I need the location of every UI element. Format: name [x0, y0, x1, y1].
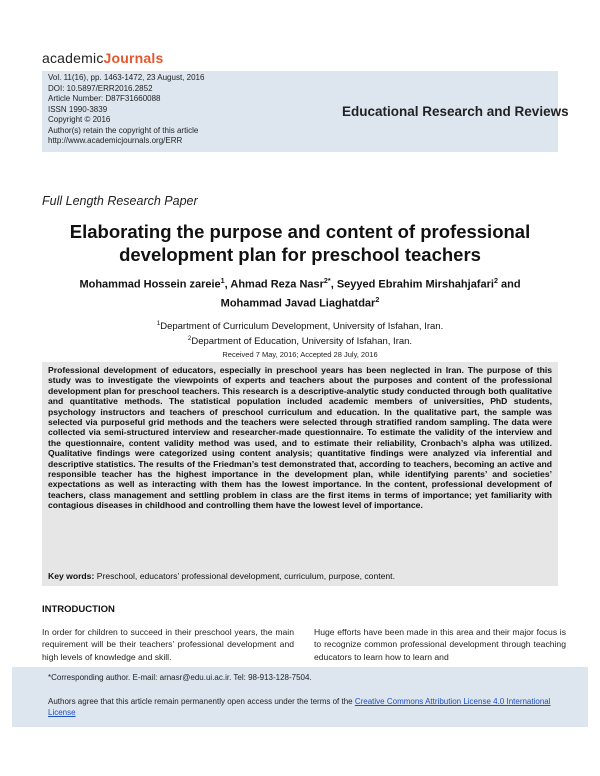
- affiliations: [42, 318, 558, 347]
- affiliation: $^2$Department of Education, University of Isfahan, Iran.: [187, 334, 413, 347]
- section-heading-introduction: INTRODUCTION: [42, 604, 115, 615]
- volume-line: Vol. 11(16), pp. 1463-1472, 23 August, 2016: [48, 73, 205, 82]
- copyright-line: Copyright © 2016: [48, 115, 111, 124]
- author-name: Seyyed Ebrahim Mirshahjafari: [336, 278, 494, 291]
- received-dates: Received 7 May, 2016; Accepted 28 July, 2016: [222, 350, 378, 359]
- license-note: Authors agree that this article remain permanently open access under the terms of the Creative Commons Attribution License 4.0 International License: [48, 697, 551, 717]
- intro-column-right: Huge efforts have been made in this area and their major focus is to recognize common professional development through teaching educators to learn how to learn and: [314, 627, 566, 662]
- copyright-retain-line: Author(s) retain the copyright of this article: [48, 125, 199, 135]
- author-list: Mohammad Hossein zareie$^1$, Ahmad Reza Nasr$^{2*}$, Seyyed Ebrahim Mirshahjafari$^2$ and Mohammad Javad Liaghatdar$^2$: [79, 277, 521, 310]
- article-metadata: [48, 73, 204, 147]
- journal-url-link[interactable]: http://www.academicjournals.org/ERR: [48, 136, 183, 145]
- corresponding-author: *Corresponding author. E-mail: arnasr@edu.ui.ac.ir. Tel: 98-913-128-7504.: [48, 673, 312, 682]
- issn-line: ISSN 1990-3839: [48, 104, 108, 114]
- journal-name: Educational Research and Reviews: [342, 104, 569, 119]
- author-name: Ahmad Reza Nasr: [230, 278, 324, 291]
- keywords: Key words: Preschool, educators’ professional development, curriculum, purpose, content.: [48, 571, 395, 581]
- author-name: Mohammad Javad Liaghatdar: [220, 297, 376, 310]
- intro-column-left: In order for children to succeed in their preschool years, the main requirement will be their teachers’ professional development and high levels of knowledge and skill.: [42, 627, 294, 662]
- paper-type: Full Length Research Paper: [42, 194, 198, 208]
- doi-line: DOI: 10.5897/ERR2016.2852: [48, 83, 153, 93]
- affiliation: $^1$Department of Curriculum Development, University of Isfahan, Iran.: [156, 320, 444, 333]
- abstract-text: Professional development of educators, especially in preschool years has been neglected in Iran. The purpose of this study was to investigate the viewpoints of experts and teachers about the purposes and content of the professional development plan for preschool teachers. This research is a descriptive-analytic study conducted through both qualitative and quantitative methods. The statistical population included academic members of universities, PhD students, psychology instructors and teachers of preschool curriculum and education. In the qualitative part, the sample was selected via purposeful grid methods and the teachers were selected through stratified random sampling. The data were collected via semi-structured interview and researcher-made questionnaire. To estimate the validity of the interview and the questionnaire, content validity method was used, and to estimate their reliability, Cronbach’s alpha was utilized. Qualitative findings were categorized using content analysis; quantitative findings were analyzed via inferential and descriptive statistics. The results of the Friedman’s test demonstrated that, according to teachers, becoming an active and responsible teacher has the highest importance in the development plan, while identifying parents’ and societies’ expectations as well as interacting with them has the lowest importance. In the content, professional development of teachers, class management and settling problem in class are the first items in terms of importance; yet familiarity with contagious diseases in childhood and controlling them have the lowest level of importance.: [48, 365, 552, 511]
- article-number-line: Article Number: D87F31660088: [48, 94, 161, 103]
- license-link[interactable]: Creative Commons Attribution License 4.0 International License: [48, 697, 551, 717]
- paper-title: Elaborating the purpose and content of professional development plan for preschool teachers: [69, 221, 531, 265]
- author-name: Mohammad Hossein zareie: [79, 278, 221, 291]
- publisher-logo: academicJournals: [42, 50, 164, 66]
